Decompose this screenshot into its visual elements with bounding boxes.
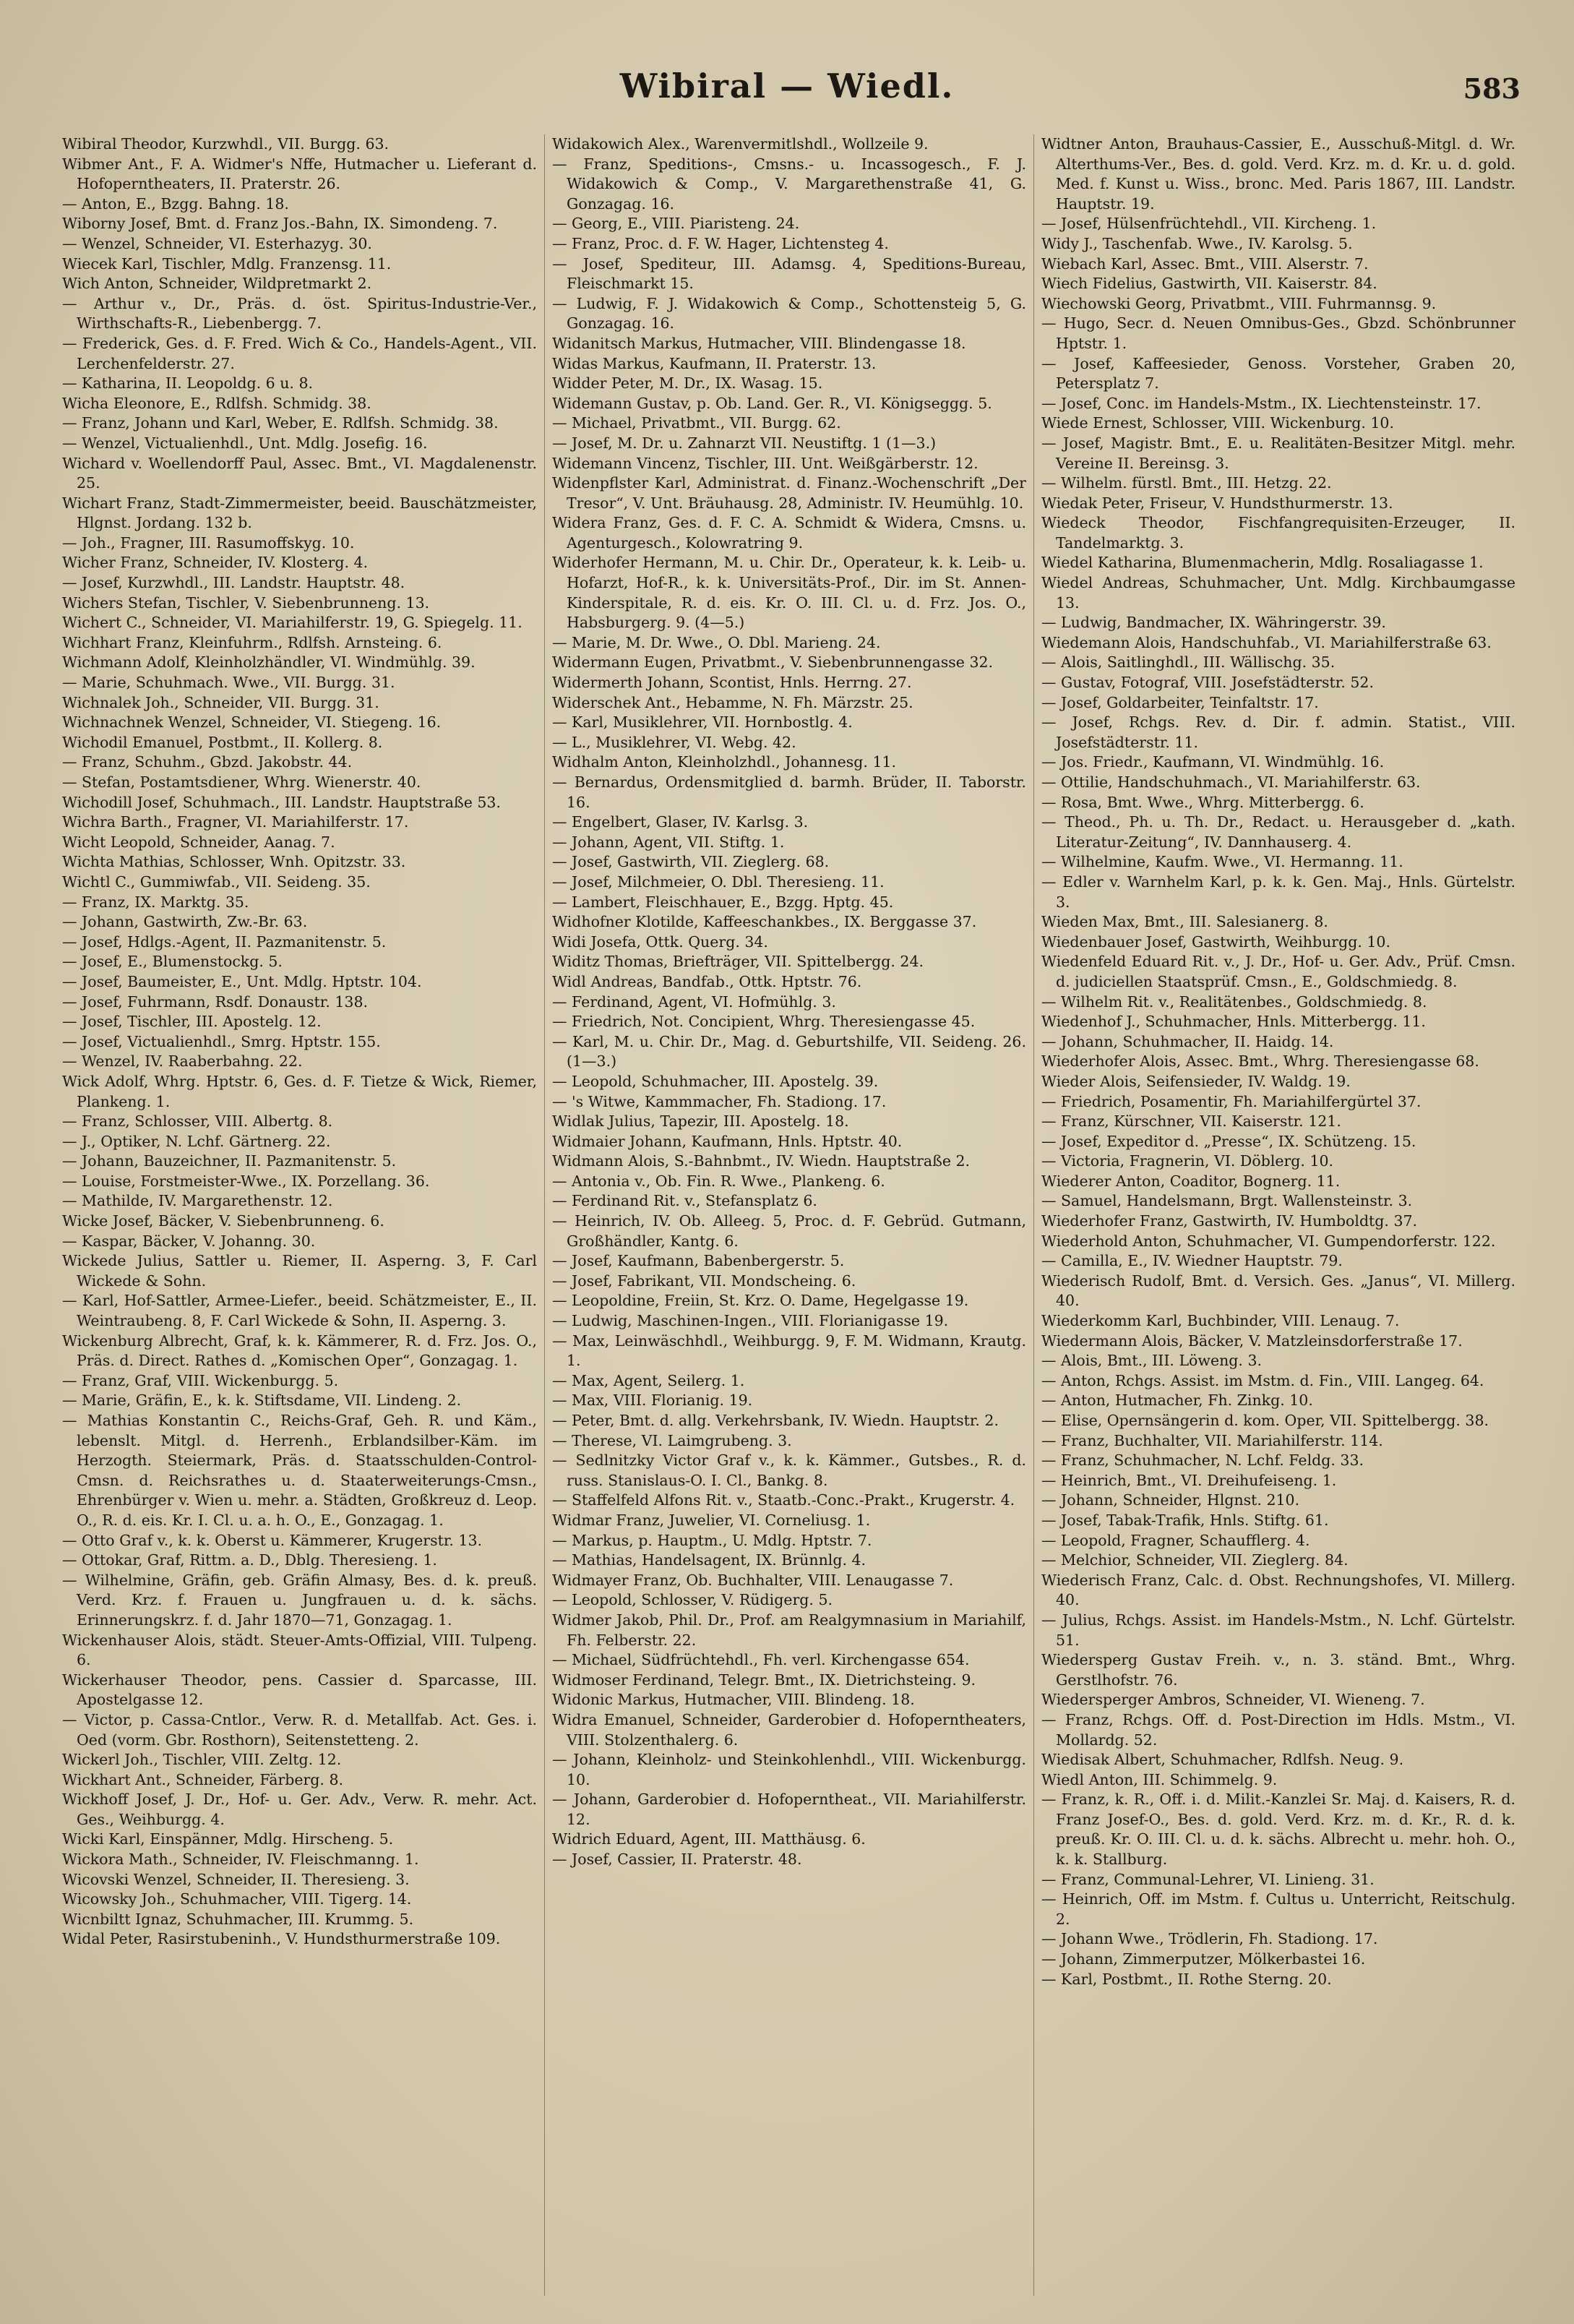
directory-entry: — Lambert, Fleischhauer, E., Bzgg. Hptg. 45. <box>552 893 894 911</box>
directory-entry: Wiedisak Albert, Schuhmacher, Rdlfsh. Neug. 9. <box>1041 1751 1404 1769</box>
directory-entry: — Marie, M. Dr. Wwe., O. Dbl. Marieng. 24. <box>552 633 881 651</box>
directory-entry: — Heinrich, Bmt., VI. Dreihufeiseng. 1. <box>1041 1471 1337 1489</box>
directory-entry: Wickhart Ant., Schneider, Färberg. 8. <box>62 1770 344 1788</box>
directory-entry: — Ottilie, Handschuhmach., VI. Mariahilferstr. 63. <box>1041 773 1421 791</box>
directory-entry: — Ludwig, Bandmacher, IX. Währingerstr. 39. <box>1041 614 1386 632</box>
directory-entry: — Josef, Kaufmann, Babenbergerstr. 5. <box>552 1252 845 1270</box>
directory-entry: — Friedrich, Not. Concipient, Whrg. Theresiengasse 45. <box>552 1013 976 1031</box>
directory-entry: — Ferdinand, Agent, VI. Hofmühlg. 3. <box>552 992 836 1011</box>
directory-entry: Widemann Gustav, p. Ob. Land. Ger. R., VI. Königseggg. 5. <box>552 394 992 412</box>
directory-entry: — Josef, Magistr. Bmt., E. u. Realitäten-Besitzer Mitgl. mehr. Vereine II. Bereinsg. 3. <box>1041 434 1515 472</box>
directory-entry: — Josef, Rchgs. Rev. d. Dir. f. admin. Statist., VIII. Josefstädterstr. 11. <box>1041 713 1515 751</box>
directory-entry: Wiech Fidelius, Gastwirth, VII. Kaiserstr. 84. <box>1041 275 1377 293</box>
directory-entry: — Wenzel, Victualienhdl., Unt. Mdlg. Josefig. 16. <box>62 434 428 452</box>
directory-entry: — Mathilde, IV. Margarethenstr. 12. <box>62 1192 333 1210</box>
directory-entry: — Max, Agent, Seilerg. 1. <box>552 1371 745 1389</box>
directory-entry: — Franz, Johann und Karl, Weber, E. Rdlfsh. Schmidg. 38. <box>62 414 499 432</box>
directory-entry: — Johann, Garderobier d. Hofoperntheat., VII. Mariahilferstr. 12. <box>552 1791 1026 1828</box>
directory-entry: Wiedenhof J., Schuhmacher, Hnls. Mitterbergg. 11. <box>1041 1013 1426 1031</box>
directory-entry: Wiederkomm Karl, Buchbinder, VIII. Lenaug. 7. <box>1041 1312 1400 1330</box>
directory-entry: — Camilla, E., IV. Wiedner Hauptstr. 79. <box>1041 1252 1343 1270</box>
directory-entry: Wiedeck Theodor, Fischfangrequisiten-Erzeuger, II. Tandelmarktg. 3. <box>1041 514 1515 552</box>
directory-entry: Wicnbiltt Ignaz, Schuhmacher, III. Krummg. 5. <box>62 1910 414 1928</box>
directory-entry: Wichard v. Woellendorff Paul, Assec. Bmt., VI. Magdalenenstr. 25. <box>62 454 537 492</box>
directory-entry: Wicher Franz, Schneider, IV. Klosterg. 4. <box>62 554 369 572</box>
directory-entry: — Karl, Hof-Sattler, Armee-Liefer., beeid. Schätzmeister, E., II. Weintraubeng. 8, F. Carl Wickede & Sohn, II. Asperng. 3. <box>62 1292 537 1330</box>
directory-entry: Widhalm Anton, Kleinholzhdl., Johannesg. 11. <box>552 753 897 771</box>
directory-entry: — Josef, Tischler, III. Apostelg. 12. <box>62 1013 322 1031</box>
column-right <box>1033 134 1523 2296</box>
directory-entry: — Alois, Saitlinghdl., III. Wällischg. 35. <box>1041 653 1336 672</box>
directory-entry: — Samuel, Handelsmann, Brgt. Wallensteinstr. 3. <box>1041 1192 1413 1210</box>
directory-entry: Widerhofer Hermann, M. u. Chir. Dr., Operateur, k. k. Leib- u. Hofarzt, Hof-R., k. k. Universitäts-Prof., Dir. im St. Annen-Kinderspitale, R. d. eis. Kr. O. III. Cl. u. d. Frz. Jos. O., Habsburgerg. 9. (4—5.) <box>552 554 1026 632</box>
directory-entry: — Edler v. Warnhelm Karl, p. k. k. Gen. Maj., Hnls. Gürtelstr. 3. <box>1041 872 1515 911</box>
directory-entry: — Franz, Communal-Lehrer, VI. Linieng. 31. <box>1041 1870 1375 1888</box>
directory-entry: — Josef, Spediteur, III. Adamsg. 4, Speditions-Bureau, Fleischmarkt 15. <box>552 254 1026 293</box>
directory-entry: — Ludwig, F. J. Widakowich & Comp., Schottensteig 5, G. Gonzagag. 16. <box>552 294 1026 333</box>
directory-entry: Wiederisch Rudolf, Bmt. d. Versich. Ges. „Janus“, VI. Millerg. 40. <box>1041 1272 1515 1310</box>
directory-entry: Wicha Eleonore, E., Rdlfsh. Schmidg. 38. <box>62 394 371 412</box>
directory-entry: — Josef, M. Dr. u. Zahnarzt VII. Neustiftg. 1 (1—3.) <box>552 434 937 452</box>
column-middle <box>544 134 1033 2296</box>
directory-entry: — Otto Graf v., k. k. Oberst u. Kämmerer, Krugerstr. 13. <box>62 1531 483 1549</box>
directory-entry: Widermerth Johann, Scontist, Hnls. Herrng. 27. <box>552 674 912 692</box>
directory-entry: — Max, VIII. Florianig. 19. <box>552 1392 753 1410</box>
directory-entry: — Michael, Südfrüchtehdl., Fh. verl. Kirchengasse 654. <box>552 1651 970 1669</box>
directory-entry: — Leopold, Schlosser, V. Rüdigerg. 5. <box>552 1591 833 1609</box>
directory-entry: Widmar Franz, Juwelier, VI. Corneliusg. 1. <box>552 1511 871 1529</box>
directory-entry: — Johann, Kleinholz- und Steinkohlenhdl., VIII. Wickenburgg. 10. <box>552 1751 1026 1788</box>
directory-entry: — Rosa, Bmt. Wwe., Whrg. Mitterbergg. 6. <box>1041 793 1364 811</box>
directory-entry: Wibiral Theodor, Kurzwhdl., VII. Burgg. 63. <box>62 135 390 153</box>
directory-entry: — Marie, Schuhmach. Wwe., VII. Burgg. 31. <box>62 674 395 692</box>
directory-entry: Wickhoff Josef, J. Dr., Hof- u. Ger. Adv., Verw. R. mehr. Act. Ges., Weihburgg. 4. <box>62 1791 537 1828</box>
directory-entry: Wicki Karl, Einspänner, Mdlg. Hirscheng. 5. <box>62 1830 394 1848</box>
directory-entry: Wiederhofer Franz, Gastwirth, IV. Humboldtg. 37. <box>1041 1212 1418 1230</box>
directory-entry: — Hugo, Secr. d. Neuen Omnibus-Ges., Gbzd. Schönbrunner Hptstr. 1. <box>1041 314 1515 352</box>
directory-entry: — Engelbert, Glaser, IV. Karlsg. 3. <box>552 813 809 831</box>
directory-entry: Wiedak Peter, Friseur, V. Hundsthurmerstr. 13. <box>1041 494 1393 512</box>
directory-entry: — Josef, Fuhrmann, Rsdf. Donaustr. 138. <box>62 992 369 1011</box>
directory-entry: Wichers Stefan, Tischler, V. Siebenbrunneng. 13. <box>62 593 430 612</box>
directory-entry: — Anton, Rchgs. Assist. im Mstm. d. Fin., VIII. Langeg. 64. <box>1041 1371 1484 1389</box>
directory-entry: — Wilhelmine, Gräfin, geb. Gräfin Almasy, Bes. d. k. preuß. Verd. Krz. f. Frauen u. Jungfrauen u. d. k. sächs. Erinnerungskrz. f. d. Jahr 1870—71, Gonzagag. 1. <box>62 1571 537 1629</box>
directory-entry: — Franz, Rchgs. Off. d. Post-Direction im Hdls. Mstm., VI. Mollardg. 52. <box>1041 1710 1515 1749</box>
directory-entry: — Anton, Hutmacher, Fh. Zinkg. 10. <box>1041 1392 1313 1410</box>
directory-entry: — Josef, Goldarbeiter, Teinfaltstr. 17. <box>1041 693 1319 711</box>
directory-entry: — 's Witwe, Kammmacher, Fh. Stadiong. 17. <box>552 1092 887 1110</box>
directory-entry: — Franz, Proc. d. F. W. Hager, Lichtensteg 4. <box>552 234 889 252</box>
directory-entry: — Wilhelm. fürstl. Bmt., III. Hetzg. 22. <box>1041 474 1332 492</box>
directory-entry: — Franz, k. R., Off. i. d. Milit.-Kanzlei Sr. Maj. d. Kaisers, R. d. Franz Josef-O., Bes. d. gold. Verd. Krz. m. d. Kr., R. d. k. preuß. Kr. O. III. Cl. u. d. k. sächs. Albrecht u. mehr. hoh. O., k. k. Stallburg. <box>1041 1791 1515 1869</box>
directory-entry: — Franz, Kürschner, VII. Kaiserstr. 121. <box>1041 1112 1341 1131</box>
directory-entry: Wiedenbauer Josef, Gastwirth, Weihburgg. 10. <box>1041 932 1390 951</box>
directory-entry: Wiedel Katharina, Blumenmacherin, Mdlg. Rosaliagasse 1. <box>1041 554 1484 572</box>
directory-entry: — Friedrich, Posamentir, Fh. Mariahilfergürtel 37. <box>1041 1092 1422 1110</box>
directory-entry: — Franz, Buchhalter, VII. Mariahilferstr. 114. <box>1041 1431 1383 1449</box>
directory-entry: — Leopold, Schuhmacher, III. Apostelg. 39. <box>552 1072 879 1090</box>
directory-entry: Wiede Ernest, Schlosser, VIII. Wickenburg. 10. <box>1041 414 1394 432</box>
directory-entry: Widmayer Franz, Ob. Buchhalter, VIII. Lenaugasse 7. <box>552 1571 954 1589</box>
directory-entry: Wiechowski Georg, Privatbmt., VIII. Fuhrmannsg. 9. <box>1041 294 1437 312</box>
directory-entry: — Antonia v., Ob. Fin. R. Wwe., Plankeng. 6. <box>552 1172 885 1190</box>
directory-entry: — Stefan, Postamtsdiener, Whrg. Wienerstr. 40. <box>62 773 421 791</box>
directory-entry: — Franz, Schuhmacher, N. Lchf. Feldg. 33. <box>1041 1452 1364 1470</box>
directory-entry: Widermann Eugen, Privatbmt., V. Siebenbrunnengasse 32. <box>552 653 994 672</box>
directory-entry: Widra Emanuel, Schneider, Garderobier d. Hofoperntheaters, VIII. Stolzenthalerg. 6. <box>552 1710 1026 1749</box>
directory-entry: Wiedel Andreas, Schuhmacher, Unt. Mdlg. Kirchbaumgasse 13. <box>1041 574 1515 612</box>
directory-entry: — J., Optiker, N. Lchf. Gärtnerg. 22. <box>62 1132 331 1150</box>
directory-entry: Wiederhold Anton, Schuhmacher, VI. Gumpendorferstr. 122. <box>1041 1232 1496 1250</box>
directory-entry: — Josef, Hülsenfrüchtehdl., VII. Kircheng. 1. <box>1041 215 1377 233</box>
directory-entry: — Franz, Schuhm., Gbzd. Jakobstr. 44. <box>62 753 353 771</box>
directory-entry: Widy J., Taschenfab. Wwe., IV. Karolsg. 5. <box>1041 234 1353 252</box>
directory-entry: Widerschek Ant., Hebamme, N. Fh. Märzstr. 25. <box>552 693 913 711</box>
directory-entry: — Melchior, Schneider, VII. Zieglerg. 84. <box>1041 1551 1349 1569</box>
directory-entry: Widhofner Klotilde, Kaffeeschankbes., IX. Berggasse 37. <box>552 913 977 931</box>
directory-entry: — Katharina, II. Leopoldg. 6 u. 8. <box>62 374 313 393</box>
directory-entry: — Wenzel, IV. Raaberbahng. 22. <box>62 1052 303 1071</box>
directory-entry: — Karl, Postbmt., II. Rothe Sterng. 20. <box>1041 1970 1332 1988</box>
directory-entry: — Josef, Tabak-Trafik, Hnls. Stiftg. 61. <box>1041 1511 1329 1529</box>
directory-entry: — Heinrich, IV. Ob. Alleeg. 5, Proc. d. F. Gebrüd. Gutmann, Großhändler, Kantg. 6. <box>552 1212 1026 1250</box>
directory-entry: — Josef, Expeditor d. „Presse“, IX. Schützeng. 15. <box>1041 1132 1416 1150</box>
directory-entry: — Ludwig, Maschinen-Ingen., VIII. Florianigasse 19. <box>552 1312 949 1330</box>
directory-entry: Wickede Julius, Sattler u. Riemer, II. Asperng. 3, F. Carl Wickede & Sohn. <box>62 1252 537 1290</box>
directory-entry: — Josef, E., Blumenstockg. 5. <box>62 953 283 971</box>
directory-entry: Wicowsky Joh., Schuhmacher, VIII. Tigerg. 14. <box>62 1890 412 1908</box>
page-header <box>0 67 1574 124</box>
directory-entry: — Karl, M. u. Chir. Dr., Mag. d. Geburtshilfe, VII. Seideng. 26. (1—3.) <box>552 1032 1026 1071</box>
directory-entry: — Josef, Victualienhdl., Smrg. Hptstr. 155. <box>62 1032 381 1050</box>
directory-entry: Wichmann Adolf, Kleinholzhändler, VI. Windmühlg. 39. <box>62 653 476 672</box>
directory-entry: — Kaspar, Bäcker, V. Johanng. 30. <box>62 1232 316 1250</box>
directory-entry: — L., Musiklehrer, VI. Webg. 42. <box>552 733 796 751</box>
directory-entry: Widrich Eduard, Agent, III. Matthäusg. 6. <box>552 1830 866 1848</box>
directory-entry: Wiederer Anton, Coaditor, Bognerg. 11. <box>1041 1172 1341 1190</box>
directory-entry: — Theod., Ph. u. Th. Dr., Redact. u. Herausgeber d. „kath. Literatur-Zeitung“, IV. Dannhauserg. 4. <box>1041 813 1515 851</box>
directory-entry: — Josef, Milchmeier, O. Dbl. Theresieng. 11. <box>552 872 885 891</box>
directory-entry: Wiebach Karl, Assec. Bmt., VIII. Alserstr. 7. <box>1041 254 1369 273</box>
directory-entry: Widtner Anton, Brauhaus-Cassier, E., Ausschuß-Mitgl. d. Wr. Alterthums-Ver., Bes. d. gold. Verd. Krz. m. d. Kr. u. d. gold. Med. f. Kunst u. Wiss., bronc. Med. Paris 1867, III. Landstr. Hauptstr. 19. <box>1041 135 1515 213</box>
directory-entry: — Josef, Gastwirth, VII. Zieglerg. 68. <box>552 853 830 871</box>
directory-entry: Wiedemann Alois, Handschuhfab., VI. Mariahilferstraße 63. <box>1041 633 1492 651</box>
directory-entry: — Josef, Cassier, II. Praterstr. 48. <box>552 1851 802 1869</box>
directory-entry: Widemann Vincenz, Tischler, III. Unt. Weißgärberstr. 12. <box>552 454 979 472</box>
directory-entry: — Georg, E., VIII. Piaristeng. 24. <box>552 215 800 233</box>
directory-entry: Wiedersperg Gustav Freih. v., n. 3. ständ. Bmt., Whrg. Gerstlhofstr. 76. <box>1041 1651 1515 1689</box>
directory-entry: Widakowich Alex., Warenvermitlshdl., Wollzeile 9. <box>552 135 929 153</box>
directory-entry: Widlak Julius, Tapezir, III. Apostelg. 18. <box>552 1112 849 1131</box>
directory-entry: — Marie, Gräfin, E., k. k. Stiftsdame, VII. Lindeng. 2. <box>62 1392 462 1410</box>
directory-entry: — Johann, Schneider, Hlgnst. 210. <box>1041 1491 1300 1509</box>
directory-entry: — Josef, Kaffeesieder, Genoss. Vorsteher, Graben 20, Petersplatz 7. <box>1041 354 1515 393</box>
directory-entry: — Arthur v., Dr., Präs. d. öst. Spiritus-Industrie-Ver., Wirthschafts-R., Liebenbergg. 7. <box>62 294 537 333</box>
directory-entry: — Franz, Speditions-, Cmsns.- u. Incassogesch., F. J. Widakowich & Comp., V. Margarethenstraße 41, G. Gonzagag. 16. <box>552 155 1026 213</box>
directory-entry: Wichtl C., Gummiwfab., VII. Seideng. 35. <box>62 872 371 891</box>
directory-entry: Wich Anton, Schneider, Wildpretmarkt 2. <box>62 275 372 293</box>
directory-entry: Widonic Markus, Hutmacher, VIII. Blindeng. 18. <box>552 1691 915 1709</box>
directory-entry: — Wilhelm Rit. v., Realitätenbes., Goldschmiedg. 8. <box>1041 992 1427 1011</box>
directory-entry: — Josef, Hdlgs.-Agent, II. Pazmanitenstr. 5. <box>62 932 387 951</box>
columns-container <box>55 134 1523 2296</box>
directory-entry: Wickenhauser Alois, städt. Steuer-Amts-Offizial, VIII. Tulpeng. 6. <box>62 1631 537 1669</box>
directory-entry: Widmann Alois, S.-Bahnbmt., IV. Wiedn. Hauptstraße 2. <box>552 1152 971 1170</box>
directory-entry: Wichhart Franz, Kleinfuhrm., Rdlfsh. Arnsteing. 6. <box>62 633 442 651</box>
directory-entry: — Wilhelmine, Kaufm. Wwe., VI. Hermanng. 11. <box>1041 853 1403 871</box>
directory-entry: Widder Peter, M. Dr., IX. Wasag. 15. <box>552 374 823 393</box>
directory-entry: Wiederisch Franz, Calc. d. Obst. Rechnungshofes, VI. Millerg. 40. <box>1041 1571 1515 1609</box>
directory-entry: Widi Josefa, Ottk. Querg. 34. <box>552 932 768 951</box>
directory-entry: Wickerl Joh., Tischler, VIII. Zeltg. 12. <box>62 1751 342 1769</box>
directory-entry: Widitz Thomas, Briefträger, VII. Spittelbergg. 24. <box>552 953 924 971</box>
directory-entry: — Johann, Schuhmacher, II. Haidg. 14. <box>1041 1032 1334 1050</box>
directory-entry: — Heinrich, Off. im Mstm. f. Cultus u. Unterricht, Reitschulg. 2. <box>1041 1890 1515 1928</box>
directory-entry: — Joh., Fragner, III. Rasumoffskyg. 10. <box>62 533 355 552</box>
directory-entry: Widanitsch Markus, Hutmacher, VIII. Blindengasse 18. <box>552 334 966 352</box>
directory-entry: — Johann, Gastwirth, Zw.-Br. 63. <box>62 913 308 931</box>
directory-entry: Wicht Leopold, Schneider, Aanag. 7. <box>62 833 335 851</box>
directory-entry: Wieder Alois, Seifensieder, IV. Waldg. 19. <box>1041 1072 1351 1090</box>
directory-entry: — Johann, Bauzeichner, II. Pazmanitenstr. 5. <box>62 1152 397 1170</box>
directory-entry: Wichodill Josef, Schuhmach., III. Landstr. Hauptstraße 53. <box>62 793 501 811</box>
directory-entry: — Ottokar, Graf, Rittm. a. D., Dblg. Theresieng. 1. <box>62 1551 437 1569</box>
directory-entry: Wickora Math., Schneider, IV. Fleischmanng. 1. <box>62 1851 419 1869</box>
directory-entry: Wiedenfeld Eduard Rit. v., J. Dr., Hof- u. Ger. Adv., Prüf. Cmsn. d. judiciellen Staatsprüf. Cmsn., E., Goldschmiedg. 8. <box>1041 953 1515 990</box>
directory-entry: — Josef, Fabrikant, VII. Mondscheing. 6. <box>552 1272 856 1290</box>
directory-entry: — Josef, Baumeister, E., Unt. Mdlg. Hptstr. 104. <box>62 972 422 990</box>
directory-entry: — Victor, p. Cassa-Cntlor., Verw. R. d. Metallfab. Act. Ges. i. Oed (vorm. Gbr. Rosthorn), Seitenstetteng. 2. <box>62 1710 537 1749</box>
directory-entry: — Franz, IX. Marktg. 35. <box>62 893 249 911</box>
directory-entry: Wichnalek Joh., Schneider, VII. Burgg. 31. <box>62 693 379 711</box>
directory-entry: — Bernardus, Ordensmitglied d. barmh. Brüder, II. Taborstr. 16. <box>552 773 1026 811</box>
directory-entry: — Franz, Graf, VIII. Wickenburgg. 5. <box>62 1371 339 1389</box>
directory-entry: Wiedl Anton, III. Schimmelg. 9. <box>1041 1770 1278 1788</box>
directory-entry: — Staffelfeld Alfons Rit. v., Staatb.-Conc.-Prakt., Krugerstr. 4. <box>552 1491 1015 1509</box>
directory-entry: — Max, Leinwäschhdl., Weihburgg. 9, F. M. Widmann, Krautg. 1. <box>552 1332 1026 1370</box>
directory-entry: Wichert C., Schneider, VI. Mariahilferstr. 19, G. Spiegelg. 11. <box>62 614 522 632</box>
directory-entry: — Therese, VI. Laimgrubeng. 3. <box>552 1431 792 1449</box>
directory-entry: — Josef, Conc. im Handels-Mstm., IX. Liechtensteinstr. 17. <box>1041 394 1481 412</box>
column-left <box>55 134 544 2296</box>
directory-entry: Widmer Jakob, Phil. Dr., Prof. am Realgymnasium in Mariahilf, Fh. Felberstr. 22. <box>552 1611 1026 1649</box>
directory-entry: — Wenzel, Schneider, VI. Esterhazyg. 30. <box>62 234 372 252</box>
directory-entry: — Frederick, Ges. d. F. Fred. Wich & Co., Handels-Agent., VII. Lerchenfelderstr. 27. <box>62 334 537 372</box>
directory-entry: — Johann, Agent, VII. Stiftg. 1. <box>552 833 785 851</box>
directory-entry: — Michael, Privatbmt., VII. Burgg. 62. <box>552 414 841 432</box>
directory-entry: Wichra Barth., Fragner, VI. Mariahilferstr. 17. <box>62 813 409 831</box>
directory-entry: — Louise, Forstmeister-Wwe., IX. Porzellang. 36. <box>62 1172 430 1190</box>
directory-entry: — Elise, Opernsängerin d. kom. Oper, VII. Spittelbergg. 38. <box>1041 1412 1489 1429</box>
directory-entry: — Sedlnitzky Victor Graf v., k. k. Kämmer., Gutsbes., R. d. russ. Stanislaus-O. I. Cl., Bankg. 8. <box>552 1452 1026 1489</box>
directory-entry: Wickerhauser Theodor, pens. Cassier d. Sparcasse, III. Apostelgasse 12. <box>62 1671 537 1709</box>
directory-entry: Wiborny Josef, Bmt. d. Franz Jos.-Bahn, IX. Simondeng. 7. <box>62 215 498 233</box>
directory-entry: — Mathias, Handelsagent, IX. Brünnlg. 4. <box>552 1551 866 1569</box>
directory-entry: — Ferdinand Rit. v., Stefansplatz 6. <box>552 1192 817 1210</box>
directory-entry: Widmoser Ferdinand, Telegr. Bmt., IX. Dietrichsteing. 9. <box>552 1671 976 1689</box>
page-title: Wibiral — Wiedl. <box>619 67 955 106</box>
directory-entry: Wibmer Ant., F. A. Widmer's Nffe, Hutmacher u. Lieferant d. Hofoperntheaters, II. Praterstr. 26. <box>62 155 537 193</box>
directory-entry: Wiedersperger Ambros, Schneider, VI. Wieneng. 7. <box>1041 1691 1425 1709</box>
directory-entry: Wichnachnek Wenzel, Schneider, VI. Stiegeng. 16. <box>62 713 442 732</box>
directory-entry: — Johann, Zimmerputzer, Mölkerbastei 16. <box>1041 1950 1366 1968</box>
directory-entry: — Julius, Rchgs. Assist. im Handels-Mstm., N. Lchf. Gürtelstr. 51. <box>1041 1611 1515 1649</box>
directory-entry: — Victoria, Fragnerin, VI. Döblerg. 10. <box>1041 1152 1334 1170</box>
directory-entry: Widas Markus, Kaufmann, II. Praterstr. 13. <box>552 354 877 372</box>
directory-entry: Widenpflster Karl, Administrat. d. Finanz.-Wochenschrift „Der Tresor“, V. Unt. Bräuhausg. 28, Administr. IV. Heumühlg. 10. <box>552 474 1026 512</box>
directory-entry: Wiederhofer Alois, Assec. Bmt., Whrg. Theresiengasse 68. <box>1041 1052 1479 1071</box>
directory-entry: — Peter, Bmt. d. allg. Verkehrsbank, IV. Wiedn. Hauptstr. 2. <box>552 1412 999 1429</box>
page-number: 583 <box>1463 72 1521 105</box>
directory-entry: — Karl, Musiklehrer, VII. Hornbostlg. 4. <box>552 713 853 732</box>
directory-entry: Wiedermann Alois, Bäcker, V. Matzleinsdorferstraße 17. <box>1041 1332 1463 1350</box>
directory-entry: Wiecek Karl, Tischler, Mdlg. Franzensg. 11. <box>62 254 392 273</box>
directory-entry: Wieden Max, Bmt., III. Salesianerg. 8. <box>1041 913 1328 931</box>
directory-entry: — Franz, Schlosser, VIII. Albertg. 8. <box>62 1112 333 1131</box>
directory-entry: Widl Andreas, Bandfab., Ottk. Hptstr. 76. <box>552 972 862 990</box>
directory-entry: Widal Peter, Rasirstubeninh., V. Hundsthurmerstraße 109. <box>62 1930 501 1948</box>
directory-entry: Wicovski Wenzel, Schneider, II. Theresieng. 3. <box>62 1870 410 1888</box>
directory-entry: Wicke Josef, Bäcker, V. Siebenbrunneng. 6. <box>62 1212 384 1230</box>
directory-entry: — Leopoldine, Freiin, St. Krz. O. Dame, Hegelgasse 19. <box>552 1292 969 1310</box>
directory-entry: Widmaier Johann, Kaufmann, Hnls. Hptstr. 40. <box>552 1132 903 1150</box>
directory-entry: — Gustav, Fotograf, VIII. Josefstädterstr. 52. <box>1041 674 1374 692</box>
directory-entry: — Josef, Kurzwhdl., III. Landstr. Hauptstr. 48. <box>62 574 405 592</box>
directory-entry: — Leopold, Fragner, Schaufflerg. 4. <box>1041 1531 1310 1549</box>
directory-entry: Wick Adolf, Whrg. Hptstr. 6, Ges. d. F. Tietze & Wick, Riemer, Plankeng. 1. <box>62 1072 537 1110</box>
directory-entry: Widera Franz, Ges. d. F. C. A. Schmidt & Widera, Cmsns. u. Agenturgesch., Kolowratring 9. <box>552 514 1026 552</box>
directory-entry: Wichodil Emanuel, Postbmt., II. Kollerg. 8. <box>62 733 383 751</box>
directory-entry: — Johann Wwe., Trödlerin, Fh. Stadiong. 17. <box>1041 1930 1378 1948</box>
directory-entry: Wichta Mathias, Schlosser, Wnh. Opitzstr. 33. <box>62 853 406 871</box>
directory-entry: Wichart Franz, Stadt-Zimmermeister, beeid. Bauschätzmeister, Hlgnst. Jordang. 132 b. <box>62 494 537 532</box>
directory-entry: Wickenburg Albrecht, Graf, k. k. Kämmerer, R. d. Frz. Jos. O., Präs. d. Direct. Rathes d. „Komischen Oper“, Gonzagag. 1. <box>62 1332 537 1370</box>
directory-entry: — Anton, E., Bzgg. Bahng. 18. <box>62 194 289 213</box>
directory-entry: — Mathias Konstantin C., Reichs-Graf, Geh. R. und Käm., lebenslt. Mitgl. d. Herrenh., Erblandsilber-Käm. im Herzogth. Steiermark, Präs. d. Staatsschulden-Control-Cmsn. d. Reichsrathes u. d. Staaterweiterungs-Cmsn., Ehrenbürger v. Wien u. mehr. a. Städten, Großkreuz d. Leop. O., R. d. eis. Kr. I. Cl. u. a. h. O., E., Gonzagag. 1. <box>62 1412 537 1529</box>
directory-entry: — Alois, Bmt., III. Löweng. 3. <box>1041 1352 1262 1370</box>
directory-entry: — Markus, p. Hauptm., U. Mdlg. Hptstr. 7. <box>552 1531 872 1549</box>
directory-entry: — Jos. Friedr., Kaufmann, VI. Windmühlg. 16. <box>1041 753 1385 771</box>
